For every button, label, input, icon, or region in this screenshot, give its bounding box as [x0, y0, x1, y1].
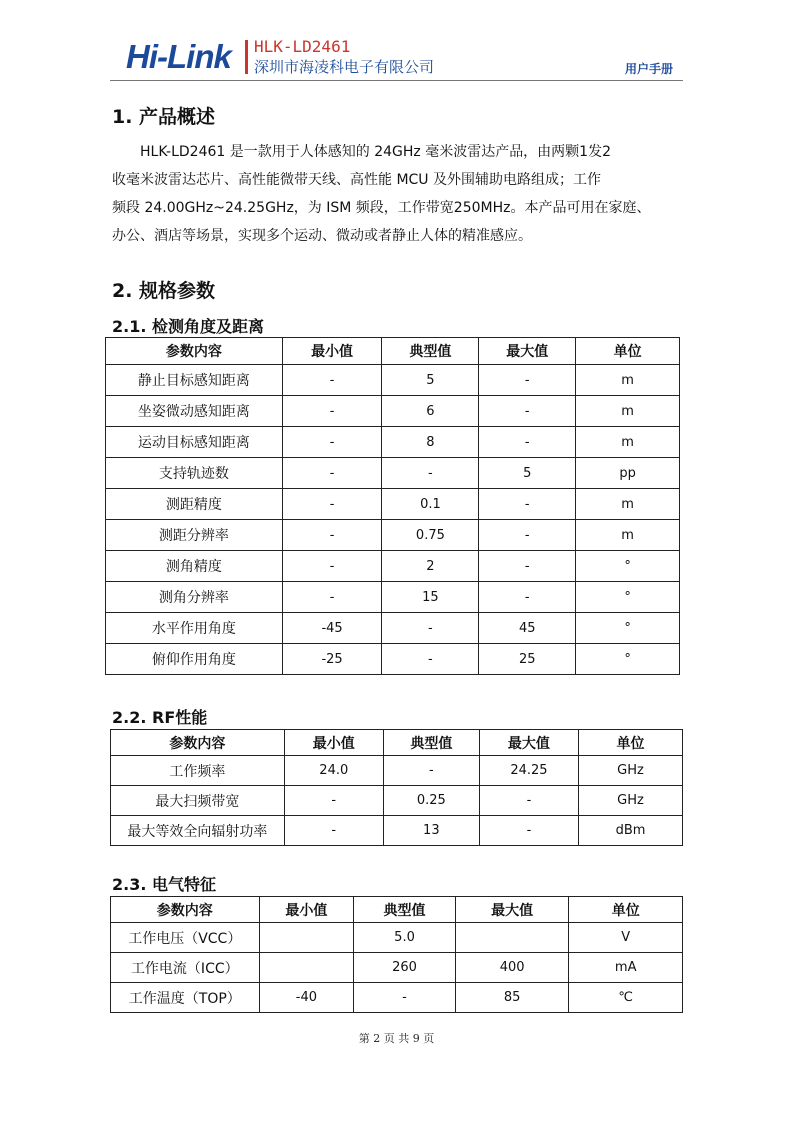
- paragraph-line: 频段 24.00GHz~24.25GHz，为 ISM 频段，工作带宽250MHz。本产品可用在家庭、: [112, 200, 651, 216]
- manual-label: 用户手册: [624, 62, 673, 76]
- overview-paragraph: [112, 138, 687, 250]
- value-cell: ℃: [569, 983, 683, 1013]
- model-name: HLK-LD2461: [254, 37, 351, 56]
- value-cell: -: [479, 786, 578, 816]
- table-row: [106, 613, 680, 644]
- column-header: 参数内容: [106, 338, 283, 365]
- parameter-name-cell: 坐姿微动感知距离: [106, 396, 283, 427]
- table-row: [106, 551, 680, 582]
- value-cell: m: [576, 489, 680, 520]
- value-cell: -: [282, 489, 382, 520]
- value-cell: -: [479, 427, 576, 458]
- table-row: [106, 520, 680, 551]
- value-cell: GHz: [579, 786, 683, 816]
- column-header: 典型值: [354, 897, 456, 923]
- value-cell: 5: [382, 365, 479, 396]
- value-cell: 13: [383, 816, 479, 846]
- value-cell: -: [382, 644, 479, 675]
- value-cell: -: [479, 551, 576, 582]
- value-cell: -: [382, 458, 479, 489]
- value-cell: -25: [282, 644, 382, 675]
- value-cell: m: [576, 520, 680, 551]
- value-cell: -40: [259, 983, 354, 1013]
- value-cell: -: [282, 365, 382, 396]
- paragraph-line: HLK-LD2461 是一款用于人体感知的 24GHz 毫米波雷达产品，由两颗1发2: [140, 144, 612, 160]
- value-cell: -: [284, 816, 383, 846]
- value-cell: -: [479, 816, 578, 846]
- rf-performance-table: [110, 729, 683, 846]
- section-1-title: 1. 产品概述: [112, 106, 216, 128]
- header-divider: [110, 80, 683, 81]
- column-header: 最大值: [479, 730, 578, 756]
- logo-divider: [245, 40, 248, 74]
- value-cell: pp: [576, 458, 680, 489]
- value-cell: 25: [479, 644, 576, 675]
- table-header-row: [111, 897, 683, 923]
- table-row: [111, 816, 683, 846]
- parameter-name-cell: 工作电流（ICC）: [111, 953, 260, 983]
- value-cell: 260: [354, 953, 456, 983]
- table-row: [106, 582, 680, 613]
- value-cell: -45: [282, 613, 382, 644]
- table-row: [106, 396, 680, 427]
- table3-title: 2.3. 电气特征: [112, 875, 216, 894]
- table2-title: 2.2. RF性能: [112, 708, 208, 727]
- table-row: [106, 644, 680, 675]
- parameter-name-cell: 工作电压（VCC）: [111, 923, 260, 953]
- detection-range-table: [105, 337, 680, 675]
- parameter-name-cell: 测距分辨率: [106, 520, 283, 551]
- parameter-name-cell: 测角精度: [106, 551, 283, 582]
- table-row: [106, 489, 680, 520]
- value-cell: °: [576, 644, 680, 675]
- parameter-name-cell: 工作频率: [111, 756, 285, 786]
- value-cell: 0.75: [382, 520, 479, 551]
- electrical-table: [110, 896, 683, 1013]
- value-cell: 0.1: [382, 489, 479, 520]
- value-cell: 5.0: [354, 923, 456, 953]
- column-header: 单位: [569, 897, 683, 923]
- parameter-name-cell: 最大等效全向辐射功率: [111, 816, 285, 846]
- value-cell: m: [576, 396, 680, 427]
- column-header: 单位: [579, 730, 683, 756]
- value-cell: 15: [382, 582, 479, 613]
- value-cell: -: [479, 582, 576, 613]
- hi-link-logo: Hi-Link: [126, 38, 231, 75]
- value-cell: m: [576, 365, 680, 396]
- table-header-row: [111, 730, 683, 756]
- column-header: 最大值: [479, 338, 576, 365]
- value-cell: -: [284, 786, 383, 816]
- value-cell: °: [576, 613, 680, 644]
- page-footer: 第 2 页 共 9 页: [358, 1032, 435, 1045]
- paragraph-line: 办公、酒店等场景，实现多个运动、微动或者静止人体的精准感应。: [112, 228, 532, 244]
- parameter-name-cell: 测距精度: [106, 489, 283, 520]
- value-cell: 24.0: [284, 756, 383, 786]
- table-row: [111, 953, 683, 983]
- column-header: 最大值: [455, 897, 569, 923]
- value-cell: °: [576, 582, 680, 613]
- value-cell: -: [282, 582, 382, 613]
- parameter-name-cell: 工作温度（TOP）: [111, 983, 260, 1013]
- value-cell: °: [576, 551, 680, 582]
- value-cell: -: [479, 489, 576, 520]
- value-cell: -: [479, 396, 576, 427]
- value-cell: V: [569, 923, 683, 953]
- company-name: 深圳市海凌科电子有限公司: [254, 58, 435, 76]
- section-2-title: 2. 规格参数: [112, 280, 216, 302]
- value-cell: -: [282, 520, 382, 551]
- value-cell: 6: [382, 396, 479, 427]
- parameter-name-cell: 测角分辨率: [106, 582, 283, 613]
- column-header: 典型值: [382, 338, 479, 365]
- value-cell: GHz: [579, 756, 683, 786]
- value-cell: 400: [455, 953, 569, 983]
- table-row: [111, 786, 683, 816]
- value-cell: 0.25: [383, 786, 479, 816]
- parameter-name-cell: 静止目标感知距离: [106, 365, 283, 396]
- column-header: 参数内容: [111, 897, 260, 923]
- value-cell: -: [382, 613, 479, 644]
- column-header: 典型值: [383, 730, 479, 756]
- value-cell: dBm: [579, 816, 683, 846]
- parameter-name-cell: 支持轨迹数: [106, 458, 283, 489]
- value-cell: 85: [455, 983, 569, 1013]
- column-header: 单位: [576, 338, 680, 365]
- value-cell: 5: [479, 458, 576, 489]
- table-row: [106, 365, 680, 396]
- value-cell: -: [282, 551, 382, 582]
- value-cell: mA: [569, 953, 683, 983]
- value-cell: -: [282, 396, 382, 427]
- value-cell: [455, 923, 569, 953]
- value-cell: -: [282, 458, 382, 489]
- parameter-name-cell: 运动目标感知距离: [106, 427, 283, 458]
- table-row: [106, 427, 680, 458]
- value-cell: 8: [382, 427, 479, 458]
- value-cell: -: [383, 756, 479, 786]
- parameter-name-cell: 最大扫频带宽: [111, 786, 285, 816]
- table1-title: 2.1. 检测角度及距离: [112, 317, 264, 336]
- table-row: [111, 983, 683, 1013]
- value-cell: -: [354, 983, 456, 1013]
- table-row: [111, 756, 683, 786]
- value-cell: 45: [479, 613, 576, 644]
- value-cell: [259, 953, 354, 983]
- value-cell: -: [479, 520, 576, 551]
- value-cell: -: [479, 365, 576, 396]
- column-header: 最小值: [282, 338, 382, 365]
- column-header: 最小值: [284, 730, 383, 756]
- value-cell: 24.25: [479, 756, 578, 786]
- page-header: [0, 0, 793, 84]
- column-header: 参数内容: [111, 730, 285, 756]
- value-cell: -: [282, 427, 382, 458]
- column-header: 最小值: [259, 897, 354, 923]
- table-row: [106, 458, 680, 489]
- parameter-name-cell: 水平作用角度: [106, 613, 283, 644]
- paragraph-line: 收毫米波雷达芯片、高性能微带天线、高性能 MCU 及外围辅助电路组成；工作: [112, 172, 601, 188]
- value-cell: [259, 923, 354, 953]
- table-header-row: [106, 338, 680, 365]
- value-cell: 2: [382, 551, 479, 582]
- table-row: [111, 923, 683, 953]
- parameter-name-cell: 俯仰作用角度: [106, 644, 283, 675]
- value-cell: m: [576, 427, 680, 458]
